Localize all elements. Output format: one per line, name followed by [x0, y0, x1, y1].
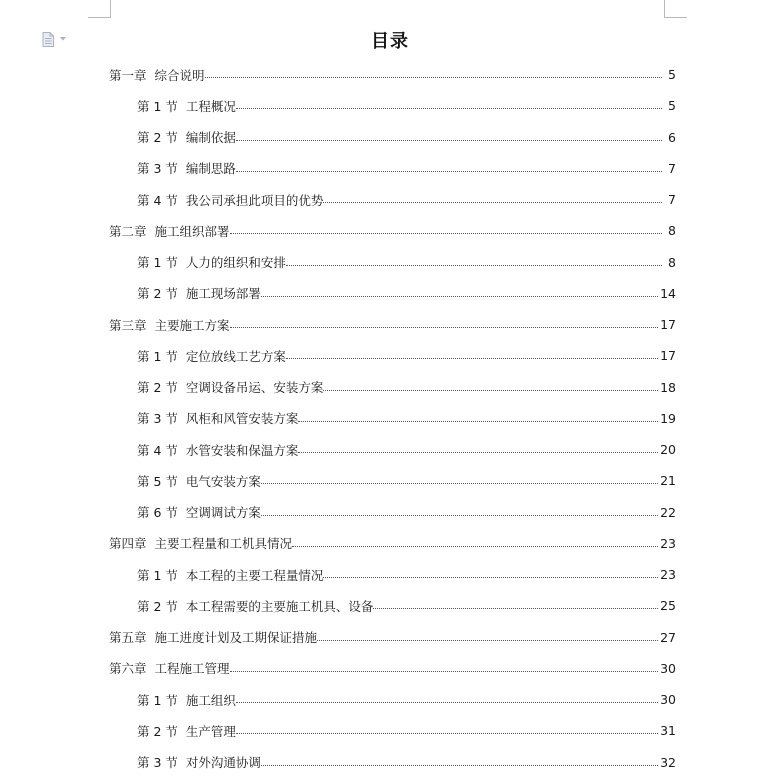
- toc-dot-leader: [286, 265, 662, 266]
- toc-page-number: 31: [660, 723, 676, 739]
- toc-chapter-entry[interactable]: [0, 622, 780, 653]
- toc-dot-leader: [230, 671, 659, 672]
- toc-entry-number: 第 1 节: [137, 348, 178, 364]
- toc-section-entry[interactable]: [0, 684, 780, 715]
- toc-entry-heading: 水管安装和保温方案: [185, 442, 299, 458]
- toc-dot-leader: [323, 202, 662, 203]
- toc-dot-leader: [286, 358, 658, 359]
- toc-entry-number: 第 3 节: [137, 755, 178, 771]
- toc-entry-heading: 风柜和风管安装方案: [185, 411, 299, 427]
- toc-entry-heading: 本工程的主要工程量情况: [185, 567, 324, 583]
- toc-page-number: 5: [668, 67, 676, 83]
- toc-page-number: 21: [660, 473, 676, 489]
- toc-page-number: 19: [660, 410, 676, 426]
- toc-section-entry[interactable]: [0, 372, 780, 403]
- toc-entry-heading: 本工程需要的主要施工机具、设备: [185, 598, 374, 614]
- toc-section-entry[interactable]: [0, 90, 780, 121]
- toc-dot-leader: [373, 608, 658, 609]
- toc-entry-number: 第 1 节: [137, 692, 178, 708]
- toc-entry-number: 第六章: [109, 661, 147, 677]
- toc-dot-leader: [317, 640, 658, 641]
- toc-dot-leader: [323, 577, 658, 578]
- toc-section-entry[interactable]: [0, 715, 780, 746]
- toc-section-entry[interactable]: [0, 590, 780, 621]
- toc-entry-heading: 空调设备吊运、安装方案: [185, 380, 324, 396]
- toc-entry-number: 第 3 节: [137, 161, 178, 177]
- toc-section-entry[interactable]: [0, 497, 780, 528]
- toc-page-number: 7: [668, 192, 676, 208]
- toc-dot-leader: [323, 390, 658, 391]
- toc-entry-number: 第 2 节: [137, 723, 178, 739]
- toc-entry-number: 第一章: [109, 67, 147, 83]
- toc-page-number: 7: [668, 160, 676, 176]
- toc-entry-heading: 施工进度计划及工期保证措施: [154, 630, 318, 646]
- toc-page-number: 6: [668, 129, 676, 145]
- toc-section-entry[interactable]: [0, 747, 780, 778]
- toc-section-entry[interactable]: [0, 247, 780, 278]
- toc-dot-leader: [261, 515, 658, 516]
- toc-dot-leader: [230, 327, 659, 328]
- toc-page-number: 30: [660, 660, 676, 676]
- toc-entry-number: 第三章: [109, 317, 147, 333]
- toc-entry-number: 第五章: [109, 630, 147, 646]
- toc-section-entry[interactable]: [0, 153, 780, 184]
- toc-entry-number: 第 2 节: [137, 598, 178, 614]
- toc-dot-leader: [236, 108, 662, 109]
- toc-entry-heading: 综合说明: [154, 67, 205, 83]
- toc-entry-number: 第二章: [109, 223, 147, 239]
- toc-dot-leader: [236, 171, 662, 172]
- toc-page-number: 32: [660, 754, 676, 770]
- toc-chapter-entry[interactable]: [0, 653, 780, 684]
- toc-entry-heading: 空调调试方案: [185, 505, 261, 521]
- toc-page-number: 30: [660, 692, 676, 708]
- toc-page-number: 23: [660, 567, 676, 583]
- toc-page-number: 14: [660, 285, 676, 301]
- crop-mark-top-left-horizontal: [88, 17, 111, 18]
- toc-entry-heading: 人力的组织和安排: [185, 255, 286, 271]
- toc-dot-leader: [205, 77, 662, 78]
- toc-dot-leader: [261, 296, 658, 297]
- toc-section-entry[interactable]: [0, 434, 780, 465]
- crop-mark-top-left-vertical: [110, 0, 111, 18]
- toc-entry-heading: 工程施工管理: [154, 661, 230, 677]
- toc-entry-number: 第 3 节: [137, 411, 178, 427]
- toc-section-entry[interactable]: [0, 465, 780, 496]
- toc-entry-number: 第四章: [109, 536, 147, 552]
- toc-entry-number: 第 1 节: [137, 255, 178, 271]
- toc-page-number: 18: [660, 379, 676, 395]
- crop-mark-top-right-horizontal: [664, 17, 687, 18]
- toc-entry-heading: 工程概况: [185, 98, 236, 114]
- toc-entry-number: 第 5 节: [137, 473, 178, 489]
- toc-entry-heading: 施工组织部署: [154, 223, 230, 239]
- toc-entry-number: 第 4 节: [137, 192, 178, 208]
- toc-page-number: 25: [660, 598, 676, 614]
- toc-entry-heading: 电气安装方案: [185, 473, 261, 489]
- toc-dot-leader: [236, 140, 662, 141]
- toc-page-number: 27: [660, 629, 676, 645]
- toc-dot-leader: [236, 702, 658, 703]
- toc-entry-heading: 主要施工方案: [154, 317, 230, 333]
- toc-page-number: 23: [660, 535, 676, 551]
- toc-dot-leader: [261, 483, 658, 484]
- toc-chapter-entry[interactable]: [0, 309, 780, 340]
- toc-entry-heading: 编制依据: [185, 130, 236, 146]
- toc-entry-number: 第 6 节: [137, 505, 178, 521]
- toc-entry-heading: 对外沟通协调: [185, 755, 261, 771]
- toc-section-entry[interactable]: [0, 184, 780, 215]
- toc-dot-leader: [298, 421, 658, 422]
- toc-entry-number: 第 4 节: [137, 442, 178, 458]
- toc-entry-heading: 施工现场部署: [185, 286, 261, 302]
- toc-chapter-entry[interactable]: [0, 528, 780, 559]
- toc-entry-heading: 生产管理: [185, 723, 236, 739]
- toc-page-number: 17: [660, 317, 676, 333]
- toc-page-number: 17: [660, 348, 676, 364]
- table-of-contents: [0, 59, 780, 778]
- toc-section-entry[interactable]: [0, 340, 780, 371]
- toc-entry-number: 第 2 节: [137, 130, 178, 146]
- toc-entry-heading: 编制思路: [185, 161, 236, 177]
- toc-section-entry[interactable]: [0, 278, 780, 309]
- toc-entry-number: 第 2 节: [137, 380, 178, 396]
- toc-dot-leader: [261, 765, 658, 766]
- crop-mark-top-right-vertical: [664, 0, 665, 18]
- toc-page-number: 8: [668, 254, 676, 270]
- toc-page-number: 20: [660, 442, 676, 458]
- toc-entry-number: 第 1 节: [137, 98, 178, 114]
- toc-entry-heading: 施工组织: [185, 692, 236, 708]
- toc-chapter-entry[interactable]: [0, 59, 780, 90]
- toc-section-entry[interactable]: [0, 403, 780, 434]
- toc-entry-heading: 我公司承担此项目的优势: [185, 192, 324, 208]
- toc-page-number: 5: [668, 98, 676, 114]
- toc-dot-leader: [236, 733, 658, 734]
- toc-dot-leader: [298, 452, 658, 453]
- toc-chapter-entry[interactable]: [0, 215, 780, 246]
- toc-section-entry[interactable]: [0, 559, 780, 590]
- toc-title: 目录: [371, 31, 409, 52]
- toc-entry-number: 第 2 节: [137, 286, 178, 302]
- toc-entry-number: 第 1 节: [137, 567, 178, 583]
- toc-entry-heading: 定位放线工艺方案: [185, 348, 286, 364]
- toc-section-entry[interactable]: [0, 122, 780, 153]
- toc-entry-heading: 主要工程量和工机具情况: [154, 536, 293, 552]
- toc-dot-leader: [230, 233, 662, 234]
- toc-dot-leader: [292, 546, 658, 547]
- toc-page-number: 22: [660, 504, 676, 520]
- toc-page-number: 8: [668, 223, 676, 239]
